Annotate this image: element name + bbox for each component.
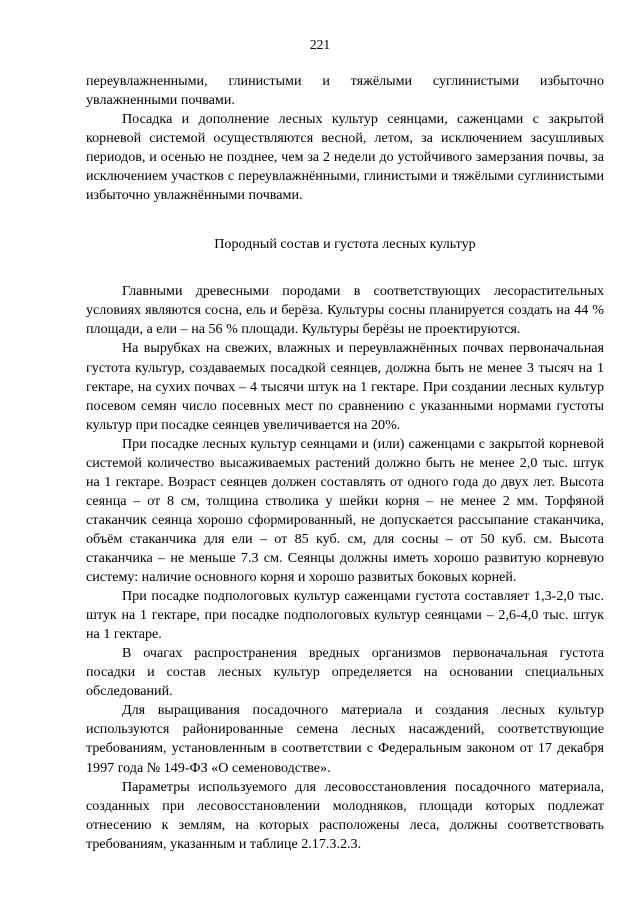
paragraph-underplanting-density: При посадке подпологовых культур саженцами густота составляет 1,3-2,0 тыс. штук на 1 гектаре, при посадке подпологовых культур сеянцами – 2,6-4,0 тыс. штук на 1 гектаре. — [86, 588, 604, 643]
paragraph-continuation: переувлажненными, глинистыми и тяжёлыми суглинистыми избыточно увлажненными почвами. — [86, 73, 604, 109]
paragraph-seed-material: Для выращивания посадочного материала и создания лесных культур используются районированные семена лесных насаждений, соответствующие требованиям, установленным в соответствии с Федеральным законом от 17 декабря 1997 года № 149-ФЗ «О семеноводстве». — [86, 702, 604, 776]
paragraph-pest-outbreaks: В очагах распространения вредных организмов первоначальная густота посадки и состав лесных культур определяется на основании специальных обследований. — [86, 645, 604, 700]
paragraph-planting-stock-parameters: Параметры используемого для лесовосстановления посадочного материала, созданных при лесовосстановлении молодняков, площади которых подлежат отнесению к землям, на которых расположены леса, должны соответствовать требованиям, указанным и таблице 2.17.3.2.3. — [86, 778, 604, 852]
page-content — [86, 72, 604, 854]
paragraph-main-species: Главными древесными породами в соответствующих лесорастительных условиях являются сосна, ель и берёза. Культуры сосны планируется создать на 44 % площади, а ели – на 56 % площади. Культуры берёзы не проектируются. — [86, 283, 604, 338]
paragraph-initial-density: На вырубках на свежих, влажных и переувлажнённых почвах первоначальная густота культур, создаваемых посадкой сеянцев, должна быть не менее 3 тысяч на 1 гектаре, на сухих почвах – 4 тысячи штук на 1 гектаре. При создании лесных культур посевом семян число посевных мест по сравнению с указанными нормами густоты культур при посадке сеянцев увеличивается на 20%. — [86, 340, 604, 433]
paragraph-closed-root-seedlings: При посадке лесных культур сеянцами и (или) саженцами с закрытой корневой системой количество высаживаемых растений должно быть не менее 2,0 тыс. штук на 1 гектаре. Возраст сеянцев должен составлять от одного года до двух лет. Высота сеянца – от 8 см, толщина стволика у шейки корня – не менее 2 мм. Торфяной стаканчик сеянца хорошо сформированный, не допускается рассыпание стаканчика, объём стаканчика для ели – от 85 куб. см, для сосны – от 50 куб. см. Высота стаканчика – не меньше 7.3 см. Сеянцы должны иметь хорошо развитую корневую систему: наличие основного корня и хорошо развитых боковых корней. — [86, 435, 604, 586]
paragraph-planting-season: Посадка и дополнение лесных культур сеянцами, саженцами с закрытой корневой системой осуществляются весной, летом, за исключением засушливых периодов, и осенью не позднее, чем за 2 недели до устойчивого замерзания почвы, за исключением участков с переувлажнёнными, глинистыми и тяжёлыми суглинистыми избыточно увлажнёнными почвами. — [86, 111, 604, 204]
page-number: 221 — [309, 37, 331, 52]
section-heading: Породный состав и густота лесных культур — [214, 236, 476, 253]
